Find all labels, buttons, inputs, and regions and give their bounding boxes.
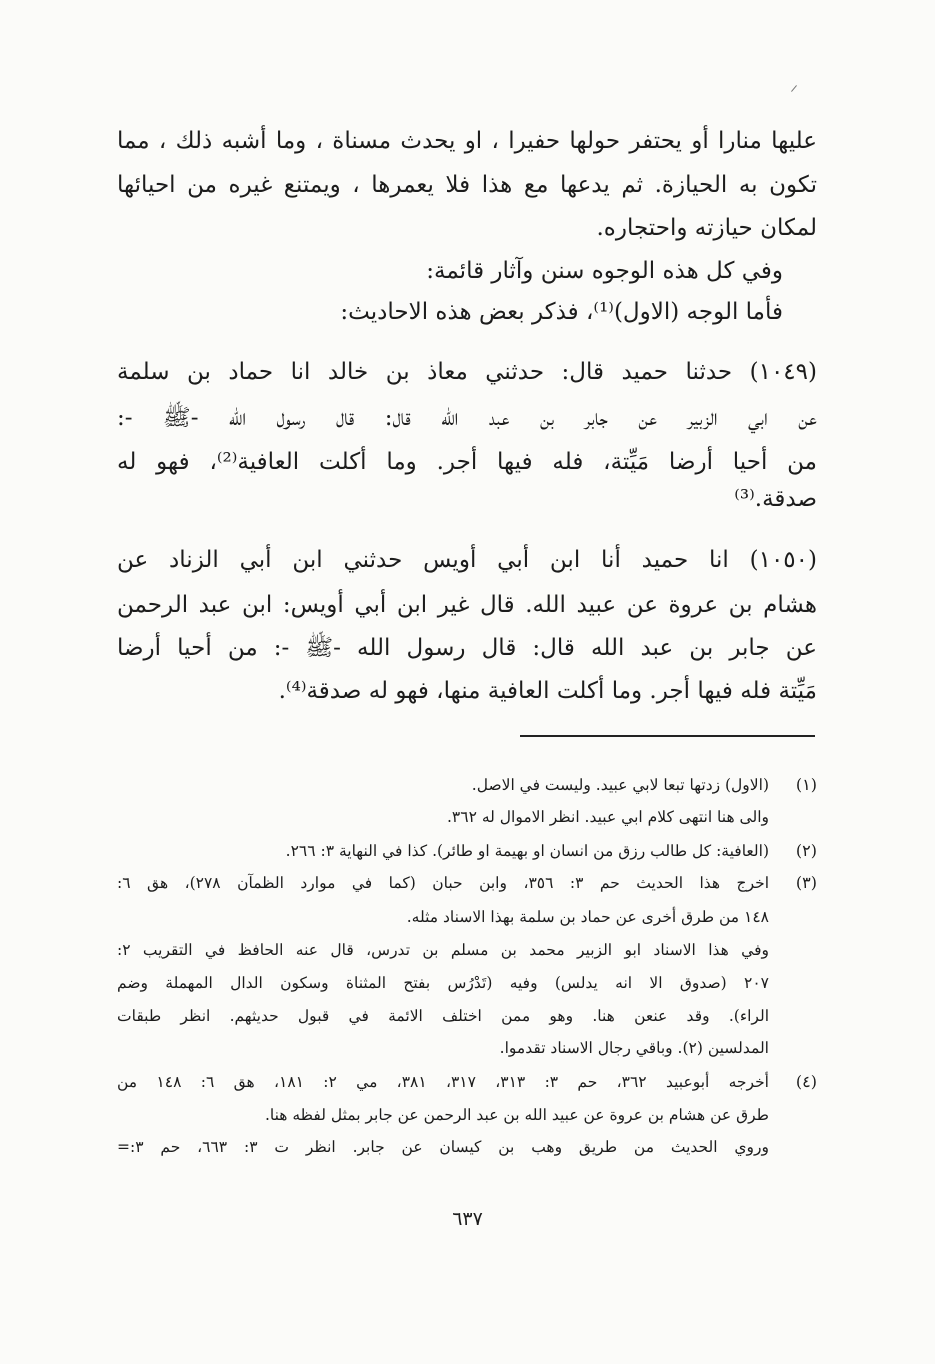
main-text-line-2: تكون به الحيازة. ثم يدعها مع هذا فلا يعمرها ، ويمتنع غيره من احيائها xyxy=(117,172,817,198)
hadith-1050-line-4: مَيِّتة فله فيها أجر. وما أكلت العافية منها، فهو له صدقة⁽⁴⁾. xyxy=(278,678,817,704)
footnote-3-line-2: ١٤٨ من طرق أخرى عن حماد بن سلمة بهذا الاسناد مثله. xyxy=(406,908,769,926)
footnote-4-number: (٤) xyxy=(795,1072,817,1091)
hadith-1050-line-2: هشام بن عروة عن عبيد الله. قال غير ابن أبي أويس: ابن عبد الرحمن xyxy=(117,592,817,618)
footnote-separator xyxy=(520,735,815,737)
hadith-1049-line-2: عن ابي الزبير عن جابر بن عبد الله قال: قال رسول الله -ﷺ -: xyxy=(117,405,817,431)
footnote-3-line-5: الراء). وقد عنعن هنا. وهو ممن اختلف الائمة في قبول حديثهم. انظر طبقات xyxy=(117,1007,769,1025)
hadith-1049-line-4: صدقة.⁽³⁾ xyxy=(734,486,817,512)
page-speck xyxy=(791,85,797,92)
footnote-4-line-1: أخرجه أبوعبيد ٣٦٢، حم ٣: ٣١٣، ٣١٧، ٣٨١، مي ٢: ١٨١، هق ٦: ١٤٨ من xyxy=(117,1073,769,1091)
footnote-4-line-2: طرق عن هشام بن عروة عن عبيد الله بن عبد الرحمن عن جابر بمثل لفظه هنا. xyxy=(264,1106,769,1124)
main-text-line-5: فأما الوجه (الاول)⁽¹⁾، فذكر بعض هذه الاحاديث: xyxy=(340,299,783,325)
footnote-3-line-6: المدلسين (٢). وباقي رجال الاسناد تقدموا. xyxy=(499,1039,769,1057)
footnote-3-line-3: وفي هذا الاسناد ابو الزبير محمد بن مسلم بن تدرس، قال عنه الحافظ في التقريب ٢: xyxy=(117,941,769,959)
footnote-3-number: (٣) xyxy=(795,873,817,892)
main-text-line-4: وفي كل هذه الوجوه سنن وآثار قائمة: xyxy=(426,258,783,284)
hadith-1050-line-1: (١٠٥٠) انا حميد أنا ابن أبي أويس حدثني ابن أبي الزناد عن xyxy=(117,547,817,573)
footnote-3-line-1: اخرج هذا الحديث حم ٣: ٣٥٦، وابن حبان (كما في موارد الظمآن ٢٧٨)، هق ٦: xyxy=(117,874,770,892)
hadith-1049-line-1: (١٠٤٩) حدثنا حميد قال: حدثني معاذ بن خالد انا حماد بن سلمة xyxy=(117,359,817,385)
footnote-3-line-4: ٢٠٧ (صدوق الا انه يدلس) وفيه (تَدْرُس بفتح المثناة وسكون الدال المهملة وضم xyxy=(117,974,769,992)
main-text-line-3: لمكان حيازته واحتجاره. xyxy=(596,215,817,241)
page-number: ٦٣٧ xyxy=(452,1208,483,1230)
footnote-2-line-1: (العافية: كل طالب رزق من انسان او بهيمة او طائر). كذا في النهاية ٣: ٢٦٦. xyxy=(285,842,769,860)
footnote-1-number: (١) xyxy=(795,775,817,794)
footnote-4-line-3: وروي الحديث من طريق وهب بن كيسان عن جابر. انظر ت ٣: ٦٦٣، حم ٣:= xyxy=(117,1138,770,1156)
footnote-1-line-1: (الاول) زدتها تبعا لابي عبيد. وليست في الاصل. xyxy=(471,776,769,794)
main-text-line-1: عليها منارا أو يحتفر حولها حفيرا ، او يحدث مسناة ، وما أشبه ذلك ، مما xyxy=(117,128,817,154)
footnote-1-line-2: والى هنا انتهى كلام ابي عبيد. انظر الاموال له ٣٦٢. xyxy=(446,808,769,826)
footnote-2-number: (٢) xyxy=(795,841,817,860)
hadith-1050-line-3: عن جابر بن عبد الله قال: قال رسول الله -ﷺ -: من أحيا أرضا xyxy=(117,635,817,661)
hadith-1049-line-3: من أحيا أرضا مَيِّتة، فله فيها أجر. وما أكلت العافية⁽²⁾، فهو له xyxy=(117,449,817,475)
